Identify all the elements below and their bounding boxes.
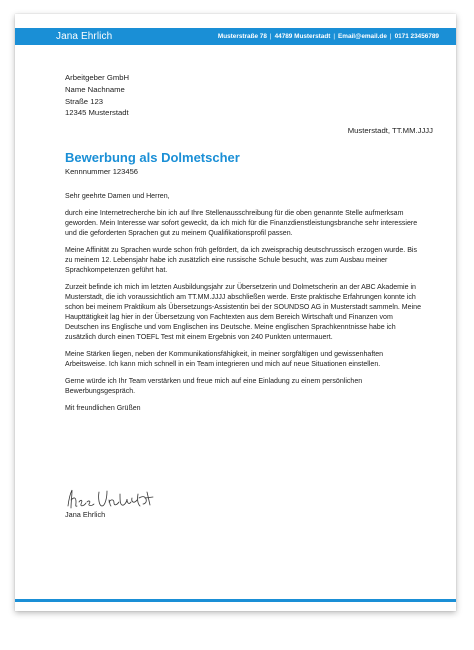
signer-name: Jana Ehrlich: [65, 510, 106, 519]
paragraph-strengths: Meine Stärken liegen, neben der Kommunikationsfähigkeit, in meiner sorgfältigen und gewissenhaften Arbeitsweise. Ich kann mich schnell in ein Team integrieren und mich auf neue Situationen einstellen.: [65, 351, 384, 368]
separator: |: [389, 33, 392, 40]
paragraph-intro: durch eine Internetrecherche bin ich auf Ihre Stellenausschreibung für die oben genannte Stelle aufmerksam geworden. Mein Interesse war sofort geweckt, da ich mich für die Finanzdienstleistungsbranche sehr interessiere und die geforderten Sprachen gut zu meinem Qualifikationsprofil passen.: [65, 210, 418, 237]
sender-email: Email@email.de: [338, 33, 387, 40]
letter-body: [65, 192, 425, 421]
recipient-street: Straße 123: [65, 96, 104, 106]
recipient-contact: Name Nachname: [65, 84, 125, 94]
sender-contact-line: [218, 31, 439, 42]
recipient-city: 12345 Musterstadt: [65, 108, 129, 118]
place-date: Musterstadt, TT.MM.JJJJ: [347, 126, 433, 135]
sender-city: 44789 Musterstadt: [274, 33, 331, 40]
sender-street: Musterstraße 78: [217, 33, 267, 40]
separator: |: [333, 33, 336, 40]
recipient-address: [65, 72, 129, 119]
paragraph-closing: Gerne würde ich Ihr Team verstärken und freue mich auf eine Einladung zu einem persönlichen Bewerbungsgespräch.: [65, 378, 363, 395]
paragraph-education: Zurzeit befinde ich mich im letzten Ausbildungsjahr zur Übersetzerin und Dolmetscherin an der ABC Akademie in Musterstadt, die ich voraussichtlich am TT.MM.JJJJ abschließen werde. Erste praktische Erfahrungen konnte ich schon bei meinem Praktikum als Übersetzungs-Assistentin bei der SOUNDSO AG in Musterstadt sammeln. Meine Haupttätigkeit lag hier in der Übersetzung von Fachtexten aus dem Bereich Wirtschaft und Finanzen vom Deutschen ins Englische und vom Englischen ins Deutsche. Meine englischen Sprachkenntnisse habe ich zusätzlich durch einen TOEFL Test mit einem Ergebnis von 240 Punkten untermauert.: [65, 284, 422, 341]
separator: |: [269, 33, 272, 40]
subject-heading: Bewerbung als Dolmetscher: [65, 150, 240, 165]
sender-name: Jana Ehrlich: [56, 31, 113, 42]
paragraph-languages: Meine Affinität zu Sprachen wurde schon früh gefördert, da ich zweisprachig deutschrussisch erzogen wurde. Bis zu meinem 12. Lebensjahr habe ich zusätzlich eine russische Schule besucht, was zum Ausbau meiner Sprachkompetenzen geführt hat.: [65, 247, 418, 274]
sender-phone: 0171 23456789: [394, 33, 439, 40]
salutation: Sehr geehrte Damen und Herren,: [65, 193, 170, 200]
handwritten-signature: [65, 480, 155, 514]
closing-formula: Mit freundlichen Grüßen: [65, 405, 141, 412]
letter-page: [15, 14, 456, 611]
header-bar: [15, 28, 456, 45]
reference-number: Kennnummer 123456: [65, 167, 139, 176]
recipient-company: Arbeitgeber GmbH: [65, 73, 130, 82]
footer-bar: [15, 599, 456, 602]
